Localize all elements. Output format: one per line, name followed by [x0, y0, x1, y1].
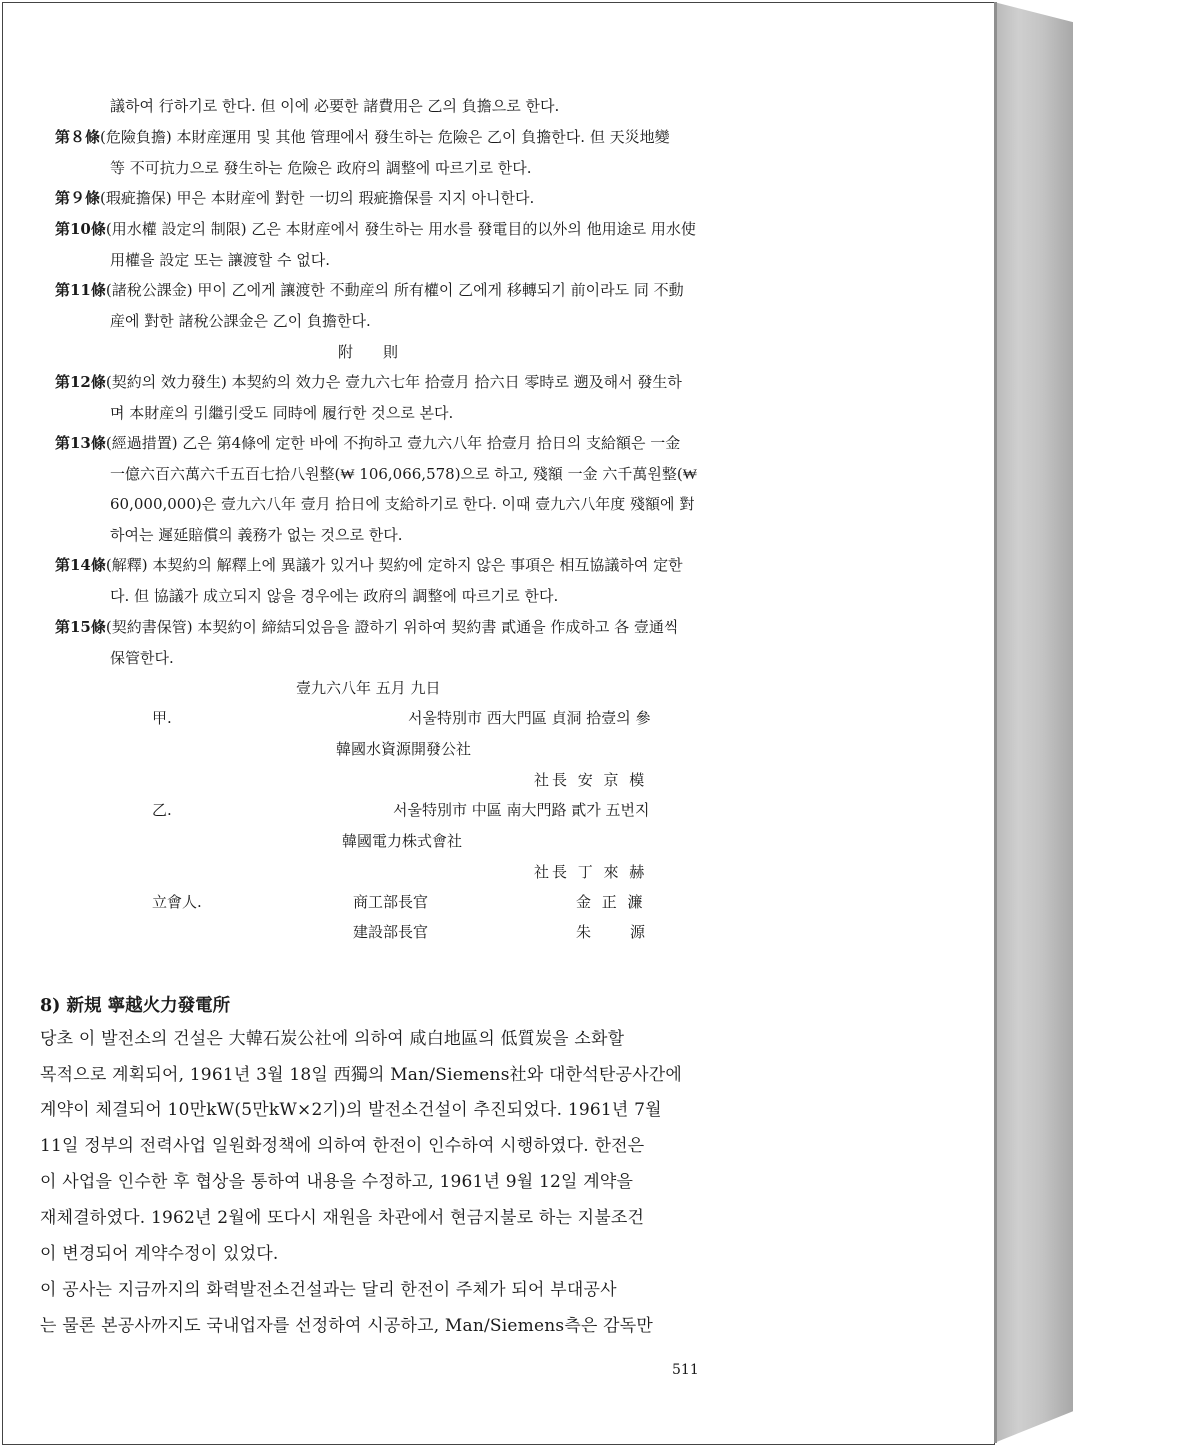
- article-number: 第15條: [55, 618, 106, 636]
- article-line: [55, 188, 534, 208]
- article-text: 다. 但 協議가 成立되지 않을 경우에는 政府의 調整에 따르기로 한다.: [110, 587, 559, 605]
- article-line: [110, 403, 453, 423]
- witness-label: 立會人.: [152, 893, 202, 911]
- article-text: 用權을 設定 또는 讓渡할 수 없다.: [110, 251, 331, 269]
- contract-date: 壹九六八年 五月 九日: [296, 679, 441, 697]
- article-text: 議하여 行하기로 한다. 但 이에 必要한 諸費用은 乙의 負擔으로 한다.: [110, 97, 560, 115]
- article-line: [110, 311, 371, 331]
- book-page-edge: [994, 2, 1073, 1443]
- article-line: [110, 494, 694, 514]
- article-line: [55, 127, 670, 147]
- party-a-address: 서울特別市 西大門區 貞洞 拾壹의 參: [408, 709, 651, 727]
- paragraph-line: 이 사업을 인수한 후 협상을 통하여 내용을 수정하고, 1961년 9월 12일 계약을: [40, 1172, 634, 1192]
- paragraph-line: 당초 이 발전소의 건설은 大韓石炭公社에 의하여 咸白地區의 低質炭을 소화할: [40, 1029, 625, 1049]
- paragraph-line: 이 변경되어 계약수정이 있었다.: [40, 1244, 279, 1264]
- article-text: 保管한다.: [110, 649, 174, 667]
- appendix-title: 附 則: [338, 343, 399, 361]
- article-line: [110, 464, 697, 484]
- party-a-label: 甲.: [152, 709, 172, 727]
- article-number: 第８條: [55, 128, 101, 146]
- article-text: 60,000,000)은 壹九六八年 壹月 拾日에 支給하기로 한다. 이때 壹九六八年度 殘額에 對: [110, 495, 695, 513]
- article-text: (經過措置) 乙은 第4條에 定한 바에 不拘하고 壹九六八年 拾壹月 拾日의 支給額은 一金: [105, 434, 681, 452]
- article-text: 하여는 遲延賠償의 義務가 없는 것으로 한다.: [110, 526, 403, 544]
- party-a-org: 韓國水資源開發公社: [336, 740, 472, 758]
- book-spine-shadow: [994, 2, 997, 1443]
- party-b-label: 乙.: [152, 801, 172, 819]
- article-line: [110, 158, 532, 178]
- paragraph-line: 재체결하였다. 1962년 2월에 또다시 재원을 차관에서 현금지불로 하는 지불조건: [40, 1208, 645, 1228]
- article-text: 等 不可抗力으로 發生하는 危險은 政府의 調整에 따르기로 한다.: [110, 159, 532, 177]
- article-line: [55, 280, 684, 300]
- article-line: [110, 96, 559, 116]
- article-number: 第12條: [55, 373, 106, 391]
- paragraph-line: 이 공사는 지금까지의 화력발전소건설과는 달리 한전이 주체가 되어 부대공사: [40, 1280, 617, 1300]
- section-heading: 8) 新規 寧越火力發電所: [40, 996, 231, 1016]
- party-b-representative: 社長 丁 來 赫: [534, 863, 648, 881]
- party-a-representative: 社長 安 京 模: [534, 771, 648, 789]
- paragraph-line: 계약이 체결되어 10만kW(5만kW×2기)의 발전소건설이 추진되었다. 1961년 7월: [40, 1100, 662, 1120]
- paragraph-line: 11일 정부의 전력사업 일원화정책에 의하여 한전이 인수하여 시행하였다. 한전은: [40, 1136, 645, 1156]
- article-line: [110, 525, 403, 545]
- paragraph-line: 목적으로 계획되어, 1961년 3월 18일 西獨의 Man/Siemens社와 대한석탄공사간에: [40, 1065, 683, 1085]
- article-text: (解釋) 本契約의 解釋上에 異議가 있거나 契約에 定하지 않은 事項은 相互協議하여 定한: [105, 556, 683, 574]
- article-number: 第11條: [55, 281, 106, 299]
- paragraph-line: 는 물론 본공사까지도 국내업자를 선정하여 시공하고, Man/Siemens측은 감독만: [40, 1316, 654, 1336]
- article-line: [55, 617, 678, 637]
- party-b-address: 서울特別市 中區 南大門路 貳가 五번지: [393, 801, 650, 819]
- article-text: (危險負擔) 本財産運用 및 其他 管理에서 發生하는 危險은 乙이 負擔한다. 但 天災地變: [100, 128, 670, 146]
- article-text: (契約의 效力發生) 本契約의 效力은 壹九六七年 拾壹月 拾六日 零時로 遡及해서 發生하: [105, 373, 682, 391]
- article-line: [55, 433, 680, 453]
- article-text: (契約書保管) 本契約이 締結되었음을 證하기 위하여 契約書 貳通을 作成하고 各 壹通씩: [105, 618, 679, 636]
- article-text: (瑕疵擔保) 甲은 本財産에 對한 一切의 瑕疵擔保를 지지 아니한다.: [100, 189, 535, 207]
- article-text: 一億六百六萬六千五百七拾八원整(₩ 106,066,578)으로 하고, 殘額 一金 六千萬원整(₩: [110, 465, 697, 483]
- witness-title: 建設部長官: [353, 923, 429, 941]
- article-text: 産에 對한 諸稅公課金은 乙이 負擔한다.: [110, 312, 371, 330]
- witness-title: 商工部長官: [353, 893, 429, 911]
- witness-name: 金 正 濂: [576, 893, 646, 911]
- article-line: [110, 586, 558, 606]
- article-line: [55, 372, 682, 392]
- article-line: [55, 555, 683, 575]
- article-number: 第10條: [55, 220, 106, 238]
- article-line: [110, 648, 174, 668]
- article-text: 며 本財産의 引繼引受도 同時에 履行한 것으로 본다.: [110, 404, 454, 422]
- article-text: (用水權 設定의 制限) 乙은 本財産에서 發生하는 用水를 發電目的以外의 他用途로 用水使: [105, 220, 696, 238]
- article-number: 第９條: [55, 189, 101, 207]
- article-line: [110, 250, 330, 270]
- page-number: 511: [672, 1362, 699, 1378]
- article-number: 第14條: [55, 556, 106, 574]
- appendix-heading: [338, 342, 398, 362]
- article-number: 第13條: [55, 434, 106, 452]
- party-b-org: 韓國電力株式會社: [342, 832, 463, 850]
- witness-name: 朱 源: [576, 923, 649, 941]
- article-line: [55, 219, 696, 239]
- article-text: (諸稅公課金) 甲이 乙에게 讓渡한 不動産의 所有權이 乙에게 移轉되기 前이라도 同 不動: [105, 281, 684, 299]
